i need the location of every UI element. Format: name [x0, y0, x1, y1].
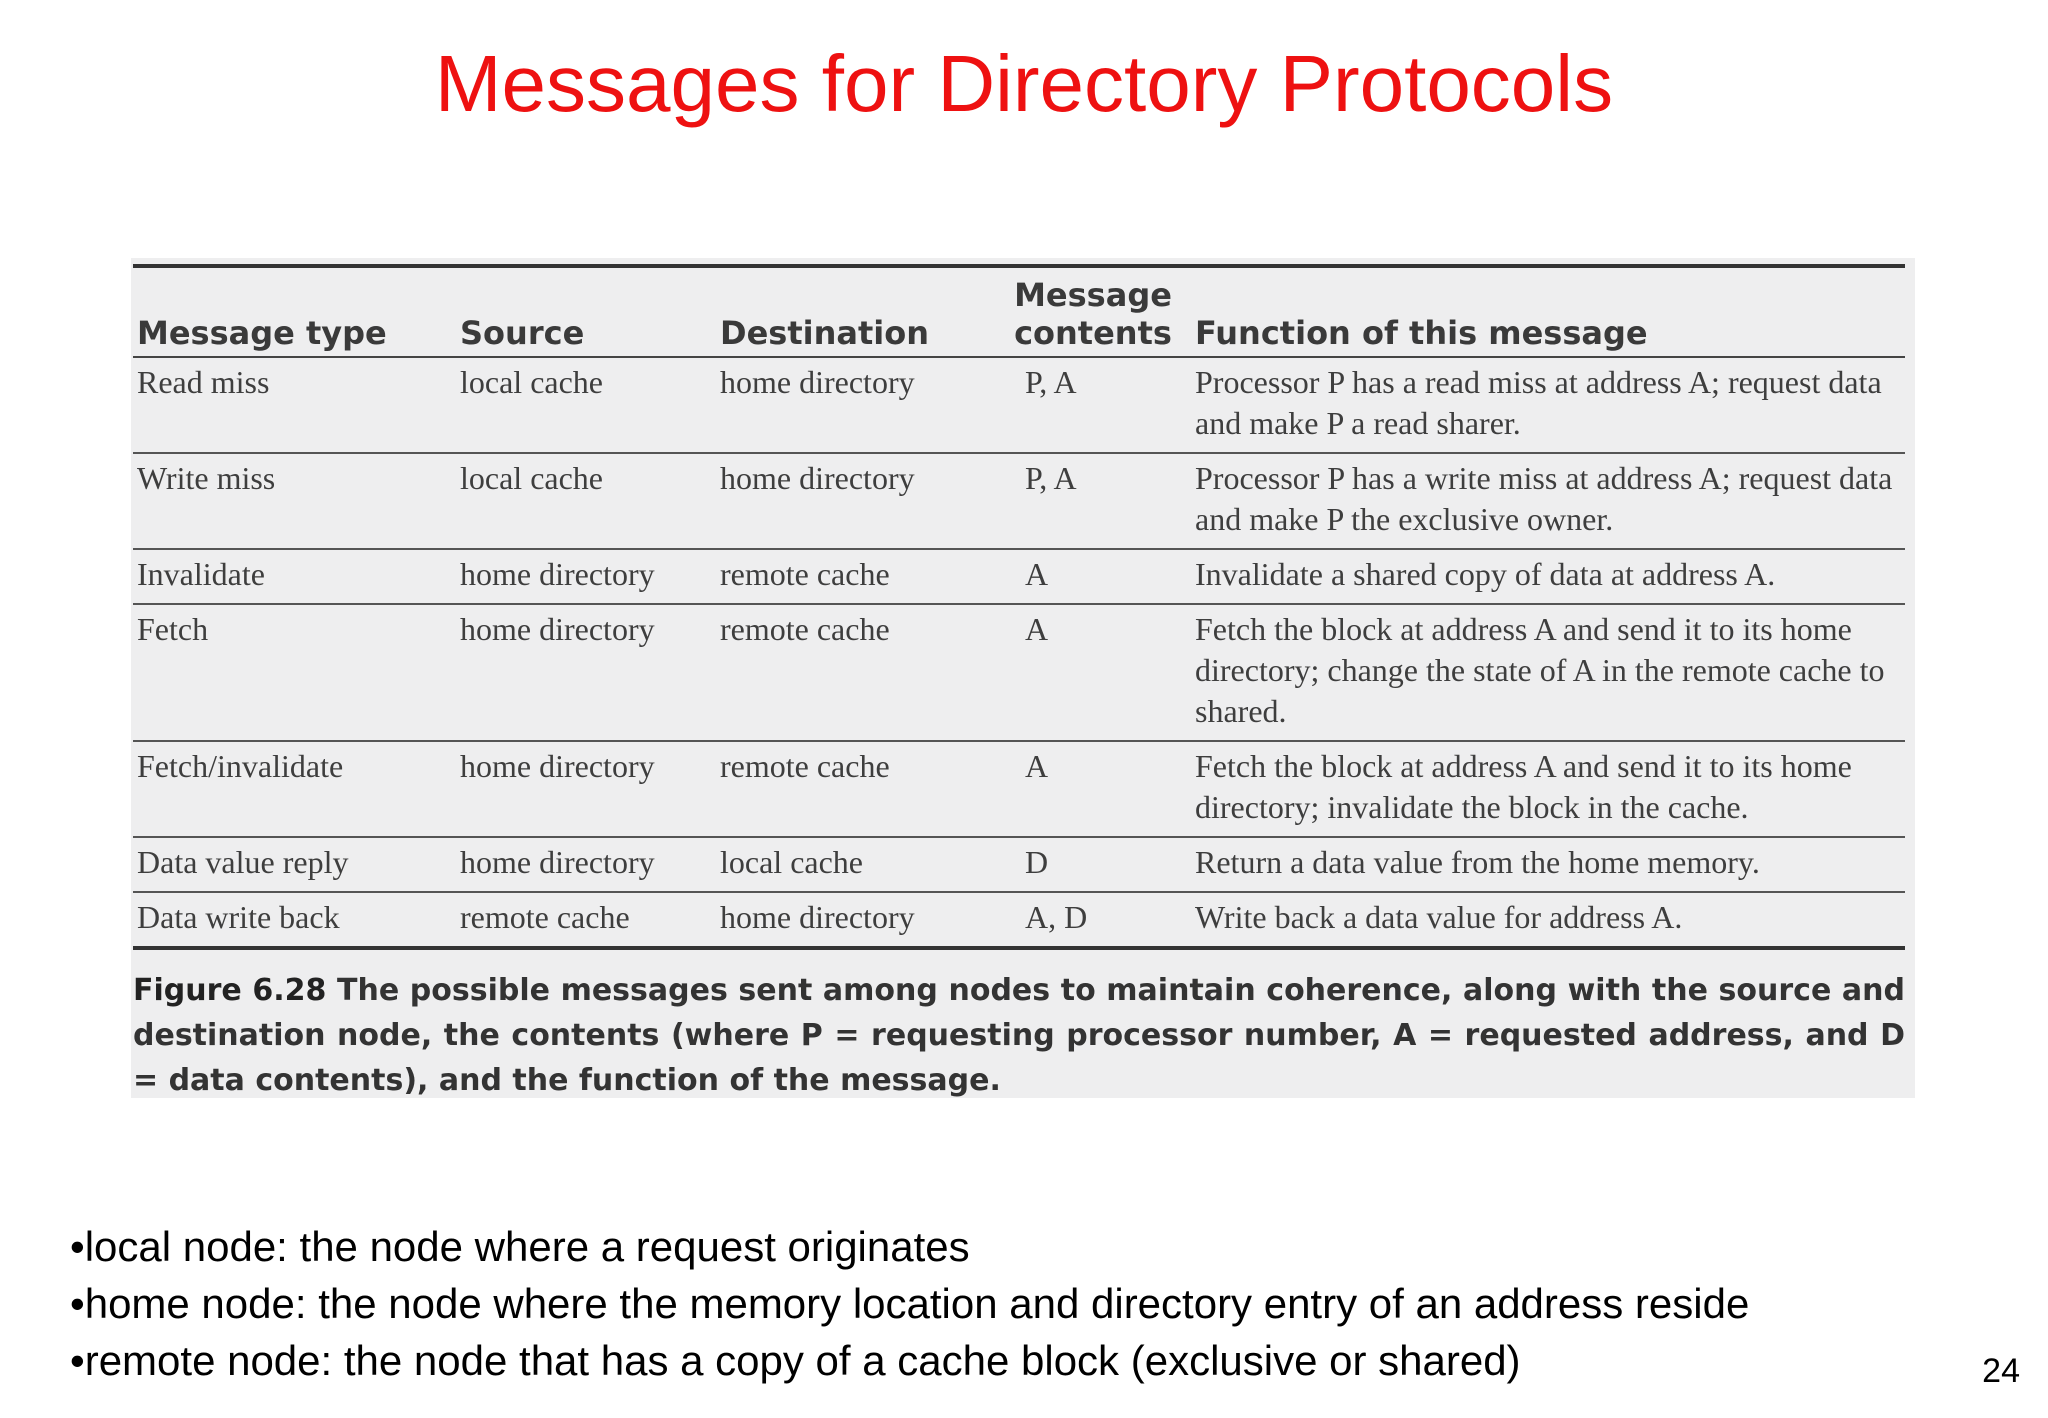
definition-home-node: •home node: the node where the memory location and directory entry of an address reside — [70, 1280, 1750, 1327]
cell-type: Data write back — [133, 892, 456, 948]
table-container — [133, 264, 1905, 950]
cell-type: Write miss — [133, 453, 456, 549]
cell-destination: home directory — [716, 453, 995, 549]
cell-function: Fetch the block at address A and send it to its home directory; invalidate the block in the cache. — [1191, 741, 1905, 837]
slide-title: Messages for Directory Protocols — [434, 39, 1614, 128]
definition-remote-node: •remote node: the node that has a copy of a cache block (exclusive or shared) — [70, 1337, 1521, 1384]
table-row — [133, 549, 1905, 604]
cell-destination: remote cache — [716, 741, 995, 837]
cell-source: home directory — [456, 549, 716, 604]
table-row — [133, 604, 1905, 741]
cell-source: home directory — [456, 604, 716, 741]
header-message-contents — [995, 266, 1191, 357]
cell-function: Return a data value from the home memory. — [1191, 837, 1905, 892]
cell-contents: P, A — [995, 357, 1191, 453]
definition-list — [70, 1218, 1990, 1389]
cell-contents: A — [995, 604, 1191, 741]
table-row — [133, 892, 1905, 948]
messages-table — [133, 264, 1905, 950]
cell-destination: home directory — [716, 357, 995, 453]
page-number: 24 — [1982, 1352, 2020, 1390]
cell-source: local cache — [456, 453, 716, 549]
header-source: Source — [456, 266, 716, 357]
cell-function: Write back a data value for address A. — [1191, 892, 1905, 948]
header-contents-line2: contents — [1014, 314, 1172, 352]
cell-destination: remote cache — [716, 604, 995, 741]
cell-contents: D — [995, 837, 1191, 892]
cell-source: local cache — [456, 357, 716, 453]
cell-function: Processor P has a read miss at address A; request data and make P a read sharer. — [1191, 357, 1905, 453]
cell-source: home directory — [456, 741, 716, 837]
cell-source: remote cache — [456, 892, 716, 948]
figure-caption-text: The possible messages sent among nodes to maintain coherence, along with the source and destination node, the contents (where P = requesting processor number, A = requested address, and D = data contents), and the function of the message. — [133, 973, 1905, 1098]
header-message-type: Message type — [133, 266, 456, 357]
table-row — [133, 357, 1905, 453]
header-function: Function of this message — [1191, 266, 1905, 357]
figure-label: Figure 6.28 — [133, 973, 327, 1008]
header-destination: Destination — [716, 266, 995, 357]
cell-source: home directory — [456, 837, 716, 892]
table-row — [133, 837, 1905, 892]
cell-destination: remote cache — [716, 549, 995, 604]
cell-destination: home directory — [716, 892, 995, 948]
figure-caption — [133, 968, 1905, 1103]
cell-contents: P, A — [995, 453, 1191, 549]
cell-type: Invalidate — [133, 549, 456, 604]
cell-type: Read miss — [133, 357, 456, 453]
definition-local-node: •local node: the node where a request originates — [70, 1223, 970, 1270]
cell-function: Fetch the block at address A and send it to its home directory; change the state of A in the remote cache to shared. — [1191, 604, 1905, 741]
cell-contents: A — [995, 549, 1191, 604]
cell-contents: A — [995, 741, 1191, 837]
cell-type: Fetch — [133, 604, 456, 741]
cell-contents: A, D — [995, 892, 1191, 948]
cell-function: Processor P has a write miss at address A; request data and make P the exclusive owner. — [1191, 453, 1905, 549]
header-contents-line1: Message — [1014, 276, 1172, 314]
cell-type: Data value reply — [133, 837, 456, 892]
table-row — [133, 453, 1905, 549]
cell-destination: local cache — [716, 837, 995, 892]
table-row — [133, 741, 1905, 837]
figure-scan — [131, 258, 1915, 1098]
cell-type: Fetch/invalidate — [133, 741, 456, 837]
cell-function: Invalidate a shared copy of data at address A. — [1191, 549, 1905, 604]
table-header-row — [133, 266, 1905, 357]
